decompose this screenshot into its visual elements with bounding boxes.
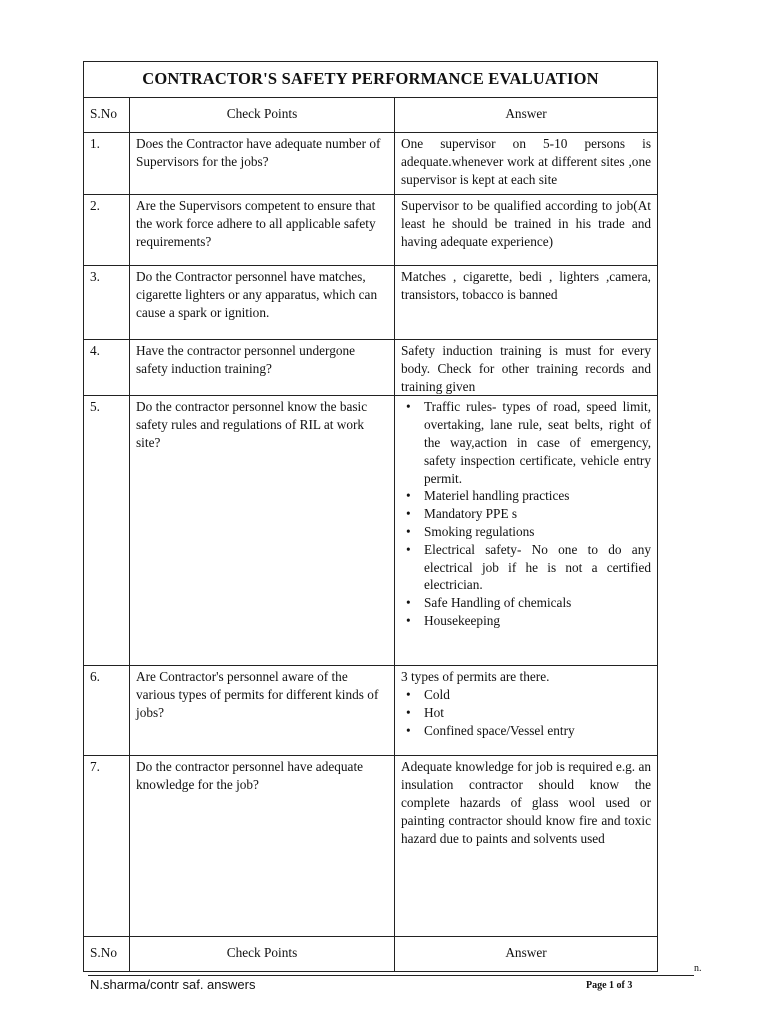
row-question: Are the Supervisors competent to ensure that the work force adhere to all applicable safety requirements? bbox=[130, 195, 395, 266]
answer-text: Matches , cigarette, bedi , lighters ,camera, transistors, tobacco is banned bbox=[401, 269, 652, 302]
row-answer bbox=[395, 133, 658, 195]
row-question: Have the contractor personnel undergone safety induction training? bbox=[130, 340, 395, 396]
answer-text: One supervisor on 5-10 persons is adequate.whenever work at different sites ,one supervisor is kept at each site bbox=[401, 136, 652, 187]
row-sno: 7. bbox=[84, 756, 130, 937]
bullet-item: • Safe Handling of chemicals bbox=[424, 594, 651, 612]
footer-mark: n. bbox=[694, 963, 702, 974]
table-row bbox=[84, 133, 658, 195]
row-answer bbox=[395, 340, 658, 396]
header-answer: Answer bbox=[395, 98, 658, 133]
row-sno: 3. bbox=[84, 266, 130, 340]
bullet-item: • Confined space/Vessel entry bbox=[424, 722, 651, 740]
answer-text: Supervisor to be qualified according to job(At least he should be trained in his trade and having adequate experience) bbox=[401, 198, 652, 249]
row-question: Do the contractor personnel know the basic safety rules and regulations of RIL at work site? bbox=[130, 396, 395, 666]
table-row bbox=[84, 340, 658, 396]
row-question: Does the Contractor have adequate number of Supervisors for the jobs? bbox=[130, 133, 395, 195]
row-sno: 2. bbox=[84, 195, 130, 266]
row-sno: 5. bbox=[84, 396, 130, 666]
table-header-row bbox=[84, 98, 658, 133]
table-row bbox=[84, 266, 658, 340]
bullet-item: • Hot bbox=[424, 704, 651, 722]
answer-text: 3 types of permits are there. bbox=[401, 669, 550, 685]
table-row bbox=[84, 396, 658, 666]
header-sno: S.No bbox=[84, 98, 130, 133]
table-row bbox=[84, 756, 658, 937]
bullet-item: • Traffic rules- types of road, speed limit, overtaking, lane rule, seat belts, right of the way,action in case of emergency, safety inspection certificate, vehicle entry permit. bbox=[424, 398, 651, 487]
row-answer bbox=[395, 266, 658, 340]
row-answer bbox=[395, 666, 658, 756]
bullet-item: • Electrical safety- No one to do any electrical job if he is not a certified electrician. bbox=[424, 541, 651, 594]
answer-text: Safety induction training is must for every body. Check for other training records and training given bbox=[401, 343, 652, 394]
answer-bullet-list bbox=[401, 398, 651, 629]
bullet-item: • Materiel handling practices bbox=[424, 487, 651, 505]
bullet-item: • Mandatory PPE s bbox=[424, 505, 651, 523]
answer-text: Adequate knowledge for job is required e.g. an insulation contractor should know the complete hazards of glass wool used or painting contractor should know fire and toxic hazard due to paints and solvents used bbox=[401, 759, 652, 846]
row-answer bbox=[395, 396, 658, 666]
row-answer bbox=[395, 195, 658, 266]
row-question: Are Contractor's personnel aware of the various types of permits for different kinds of jobs? bbox=[130, 666, 395, 756]
row-question: Do the contractor personnel have adequate knowledge for the job? bbox=[130, 756, 395, 937]
footer-rule bbox=[88, 975, 694, 976]
evaluation-table bbox=[83, 61, 658, 972]
bullet-item: • Smoking regulations bbox=[424, 523, 651, 541]
bullet-item: • Housekeeping bbox=[424, 612, 651, 630]
table-header-row-repeat bbox=[84, 937, 658, 972]
header-answer: Answer bbox=[395, 937, 658, 972]
row-sno: 4. bbox=[84, 340, 130, 396]
table-row bbox=[84, 195, 658, 266]
row-answer bbox=[395, 756, 658, 937]
row-sno: 1. bbox=[84, 133, 130, 195]
answer-bullet-list bbox=[401, 686, 651, 739]
header-sno: S.No bbox=[84, 937, 130, 972]
header-check-points: Check Points bbox=[130, 98, 395, 133]
table-row bbox=[84, 666, 658, 756]
header-check-points: Check Points bbox=[130, 937, 395, 972]
row-question: Do the Contractor personnel have matches, cigarette lighters or any apparatus, which can cause a spark or ignition. bbox=[130, 266, 395, 340]
bullet-item: • Cold bbox=[424, 686, 651, 704]
footer-author: N.sharma/contr saf. answers bbox=[90, 977, 256, 992]
page-number: Page 1 of 3 bbox=[586, 980, 633, 991]
document-title: CONTRACTOR'S SAFETY PERFORMANCE EVALUATION bbox=[84, 62, 658, 98]
row-sno: 6. bbox=[84, 666, 130, 756]
